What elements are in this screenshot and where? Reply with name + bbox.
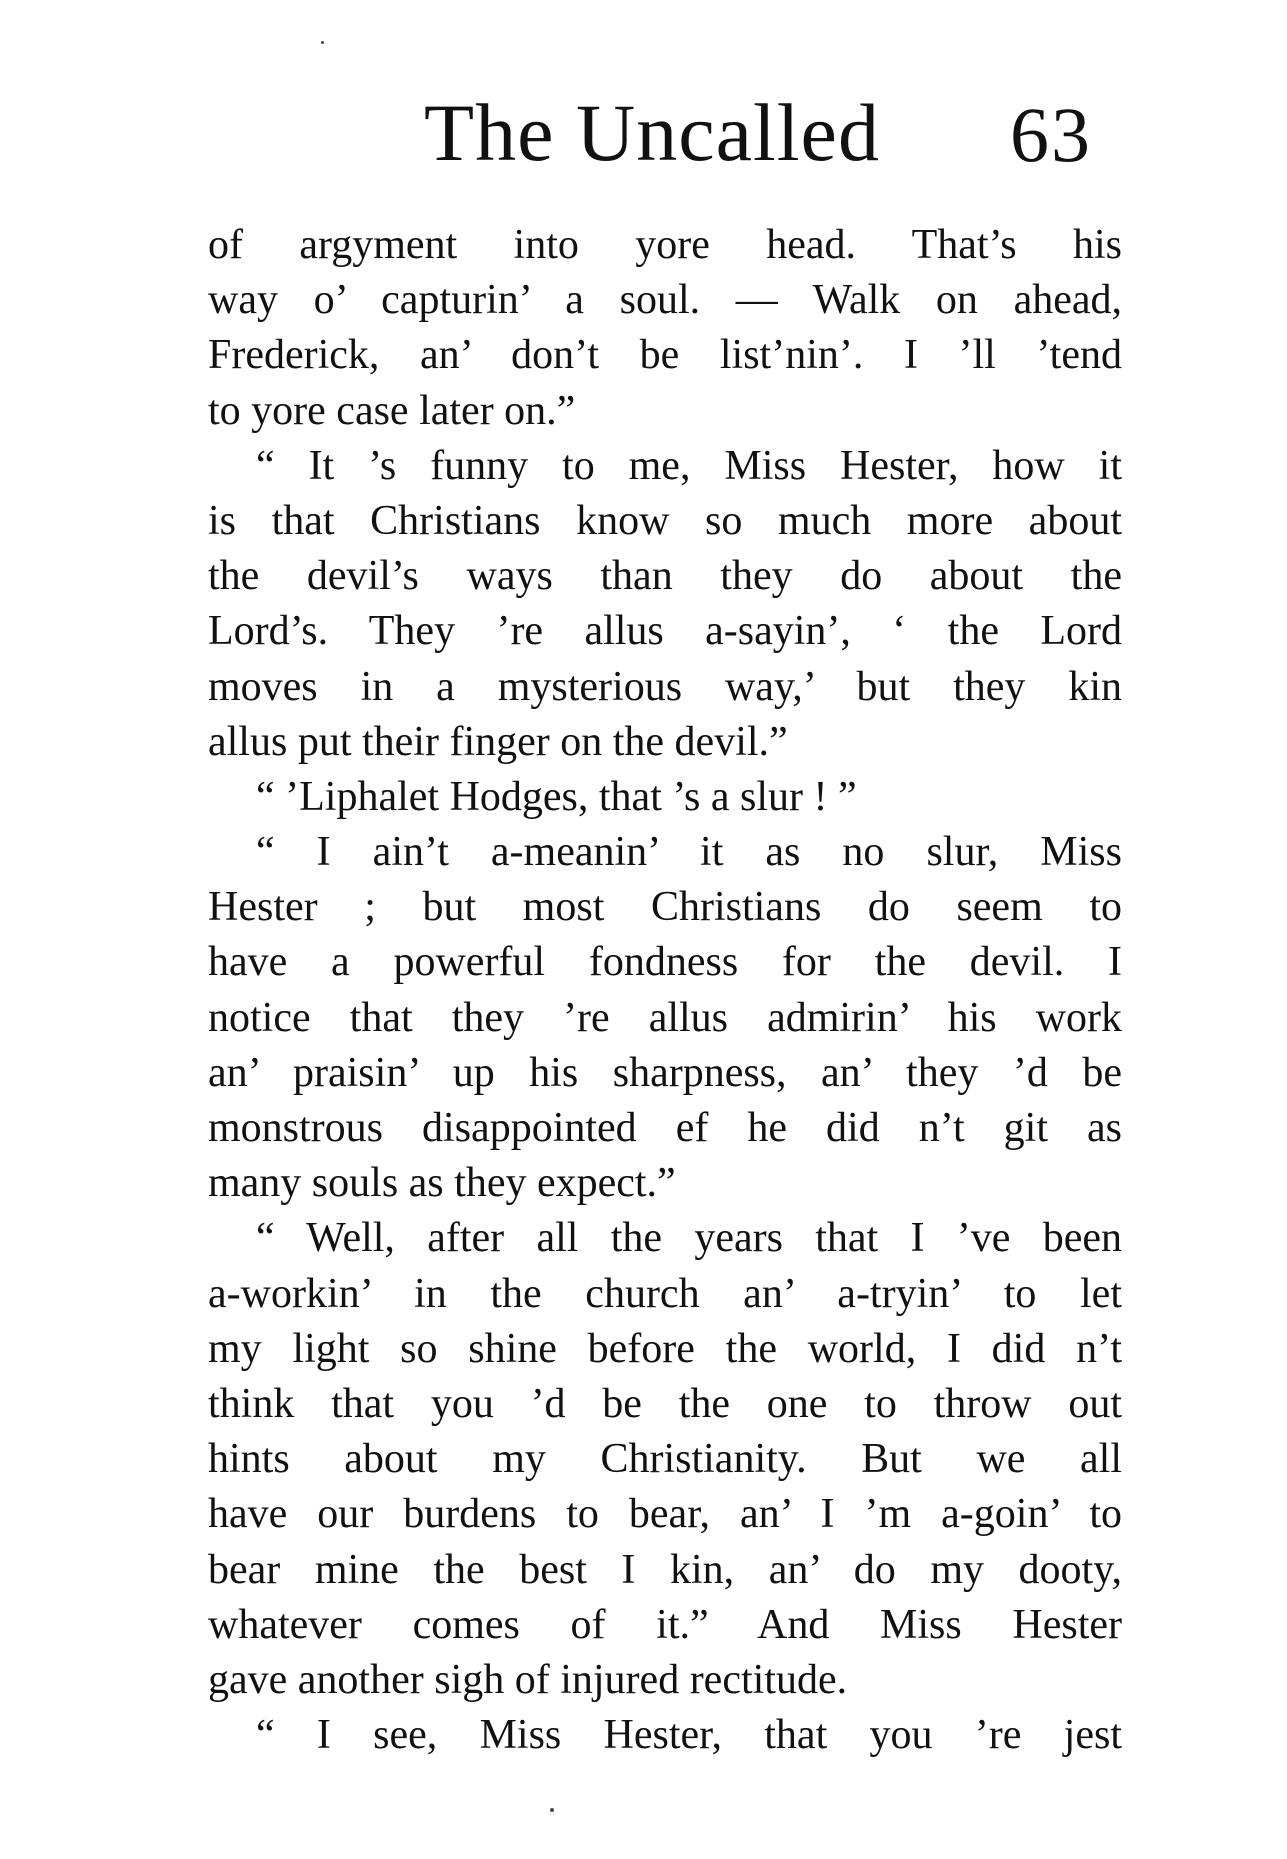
text-line: have a powerful fondness for the devil. I xyxy=(208,939,1122,986)
text-line: the devil’s ways than they do about the xyxy=(208,553,1122,600)
text-line: is that Christians know so much more about xyxy=(208,497,1122,544)
text-line: Frederick, an’ don’t be list’nin’. I ’ll ’tend xyxy=(208,332,1122,379)
text-line: “ Well, after all the years that I ’ve been xyxy=(256,1215,1122,1262)
text-line: many souls as they expect.” xyxy=(208,1160,676,1207)
text-line: monstrous disappointed ef he did n’t git as xyxy=(208,1105,1122,1151)
text-line: “ I ain’t a-meanin’ it as no slur, Miss xyxy=(256,829,1122,876)
page-number: 63 xyxy=(1010,91,1092,178)
text-line: bear mine the best I kin, an’ do my dooty, xyxy=(208,1546,1122,1593)
text-line: moves in a mysterious way,’ but they kin xyxy=(208,663,1122,710)
text-line: notice that they ’re allus admirin’ his work xyxy=(208,994,1122,1041)
body-text xyxy=(208,218,1122,1763)
text-line: allus put their finger on the devil.” xyxy=(208,718,788,765)
text-line: way o’ capturin’ a soul. — Walk on ahead, xyxy=(208,277,1122,324)
text-line: to yore case later on.” xyxy=(208,387,576,434)
text-line: “ It ’s funny to me, Miss Hester, how it xyxy=(256,442,1122,489)
text-line: gave another sigh of injured rectitude. xyxy=(208,1656,848,1703)
scan-speck xyxy=(550,1808,554,1812)
text-line: hints about my Christianity. But we all xyxy=(208,1436,1122,1483)
text-line: of argyment into yore head. That’s his xyxy=(208,222,1122,268)
text-line: “ ’Liphalet Hodges, that ’s a slur ! ” xyxy=(256,773,857,820)
text-line: a-workin’ in the church an’ a-tryin’ to let xyxy=(208,1270,1122,1317)
text-line: have our burdens to bear, an’ I ’m a-goin’ to xyxy=(208,1491,1122,1538)
running-head-title: The Uncalled xyxy=(424,87,880,178)
text-line: think that you ’d be the one to throw out xyxy=(208,1380,1122,1427)
text-line: whatever comes of it.” And Miss Hester xyxy=(208,1601,1122,1648)
scan-speck xyxy=(321,41,324,44)
text-line: my light so shine before the world, I did n’t xyxy=(208,1325,1122,1372)
text-line: Lord’s. They ’re allus a-sayin’, ‘ the Lord xyxy=(208,608,1122,655)
text-line: an’ praisin’ up his sharpness, an’ they ’d be xyxy=(208,1049,1122,1096)
text-line: “ I see, Miss Hester, that you ’re jest xyxy=(256,1712,1122,1759)
text-line: Hester ; but most Christians do seem to xyxy=(208,884,1122,931)
